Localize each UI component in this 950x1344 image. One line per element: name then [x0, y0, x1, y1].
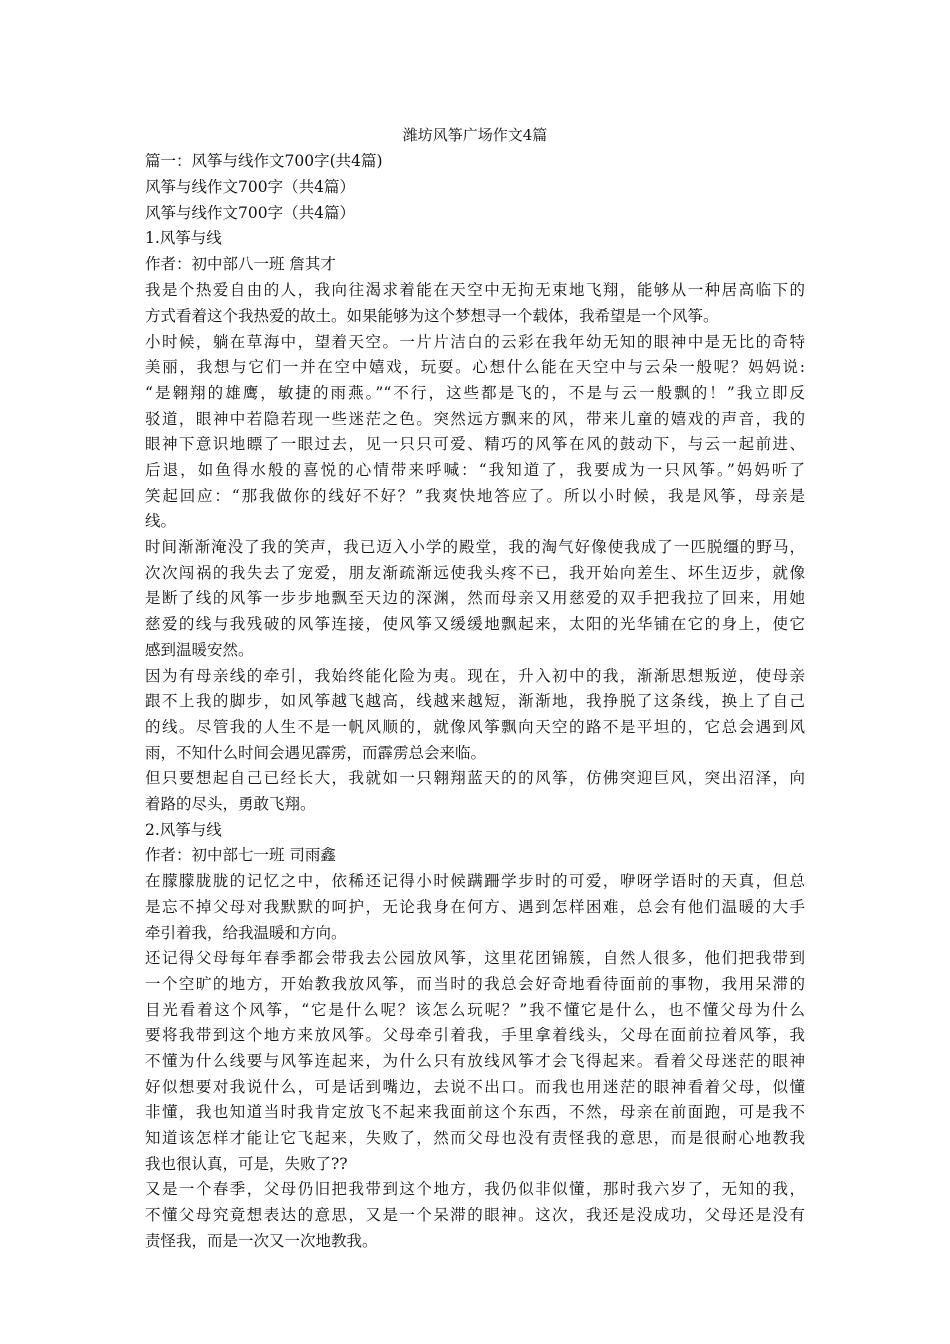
text-line: 一个空旷的地方，开始教我放风筝，而当时的我总会好奇地看待面前的事物，我用呆滞的	[145, 975, 805, 993]
text-line: 但只要想起自己已经长大，我就如一只翱翔蓝天的的风筝，仿佛突迎巨风，突出沼泽，向	[145, 769, 805, 787]
text-line: 线。	[145, 512, 177, 530]
text-line: 不懂父母究竟想表达的意思，又是一个呆滞的眼神。这次，我还是没成功，父母还是没有	[145, 1206, 805, 1224]
document-title: 潍坊风筝广场作文4篇	[402, 126, 548, 144]
text-line: 在朦朦胧胧的记忆之中，依稀还记得小时候蹒跚学步时的可爱，咿呀学语时的天真，但总	[145, 872, 805, 890]
text-line: 跟不上我的脚步，如风筝越飞越高，线越来越短，渐渐地，我挣脱了这条线，换上了自己	[145, 692, 805, 710]
text-line: 美丽，我想与它们一并在空中嬉戏，玩耍。心想什么能在天空中与云朵一般呢？妈妈说:	[145, 358, 805, 376]
text-line: 后退，如鱼得水般的喜悦的心情带来呼喊：“我知道了，我要成为一只风筝。”妈妈听了	[145, 461, 805, 479]
text-line: 是忘不掉父母对我默默的呵护，无论我身在何方、遇到怎样困难，总会有他们温暖的大手	[145, 898, 805, 916]
text-line: 不懂为什么线要与风筝连起来，为什么只有放线风筝才会飞得起来。看着父母迷茫的眼神	[145, 1052, 805, 1070]
text-line: 方式看着这个我热爱的故土。如果能够为这个梦想寻一个载体，我希望是一个风筝。	[145, 307, 719, 325]
text-line: 牵引着我，给我温暖和方向。	[145, 924, 347, 942]
heading-subtitle: 风筝与线作文700字（共4篇）	[145, 178, 355, 196]
text-line: 时间渐渐淹没了我的笑声，我已迈入小学的殿堂，我的淘气好像使我成了一匹脱缰的野马，	[145, 538, 805, 556]
text-line: 我是个热爱自由的人，我向往渴求着能在天空中无拘无束地飞翔，能够从一种居高临下的	[145, 281, 805, 299]
text-line: 责怪我，而是一次又一次地教我。	[145, 1232, 378, 1250]
text-line: 知道该怎样才能让它飞起来，失败了，然而父母也没有责怪我的意思，而是很耐心地教我	[145, 1129, 805, 1147]
text-line: 小时候，躺在草海中，望着天空。一片片洁白的云彩在我年幼无知的眼神中是无比的奇特	[145, 333, 805, 351]
text-line: 慈爱的线与我残破的风筝连接，使风筝又缓缓地飘起来，太阳的光华铺在它的身上，使它	[145, 615, 805, 633]
text-line: 的线。尽管我的人生不是一帆风顺的，就像风筝飘向天空的路不是平坦的，它总会遇到风	[145, 718, 805, 736]
text-line: 又是一个春季，父母仍旧把我带到这个地方，我仍似非似懂，那时我六岁了，无知的我，	[145, 1180, 805, 1198]
text-line: 眼神下意识地瞟了一眼过去，见一只只可爱、精巧的风筝在风的鼓动下，与云一起前进、	[145, 435, 805, 453]
text-line: 因为有母亲线的牵引，我始终能化险为夷。现在，升入初中的我，渐渐思想叛逆，使母亲	[145, 667, 805, 685]
text-line: 驳道，眼神中若隐若现一些迷茫之色。突然远方飘来的风，带来儿童的嬉戏的声音，我的	[145, 410, 805, 428]
text-line: 我也很认真，可是，失败了??	[145, 1155, 348, 1173]
text-line: 好似想要对我说什么，可是话到嘴边，去说不出口。而我也用迷茫的眼神看着父母，似懂	[145, 1078, 805, 1096]
text-line: 笑起回应：“那我做你的线好不好？”我爽快地答应了。所以小时候，我是风筝，母亲是	[145, 487, 805, 505]
text-line: “是翱翔的雄鹰，敏捷的雨燕。”“不行，这些都是飞的，不是与云一般飘的！”我立即反	[145, 384, 805, 402]
text-line: 是断了线的风筝一步步地飘至天边的深渊，然而母亲又用慈爱的双手把我拉了回来，用她	[145, 589, 805, 607]
text-line: 雨，不知什么时间会遇见霹雳，而霹雳总会来临。	[145, 744, 487, 762]
heading-subtitle-repeat: 风筝与线作文700字（共4篇）	[145, 204, 355, 222]
text-line: 着路的尽头，勇敢飞翔。	[145, 795, 316, 813]
essay-2-author: 作者：初中部七一班 司雨鑫	[145, 846, 336, 864]
text-line: 感到温暖安然。	[145, 641, 254, 659]
text-line: 要将我带到这个地方来放风筝。父母牵引着我，手里拿着线头，父母在面前拉着风筝，我	[145, 1026, 805, 1044]
heading-part-one: 篇一：风筝与线作文700字(共4篇)	[145, 152, 383, 170]
text-line: 非懂，我也知道当时我肯定放飞不起来我面前这个东西，不然，母亲在前面跑，可是我不	[145, 1103, 805, 1121]
essay-1-title: 1.风筝与线	[145, 229, 222, 247]
essay-1-author: 作者：初中部八一班 詹其才	[145, 255, 336, 273]
text-line: 目光看着这个风筝，“它是什么呢？该怎么玩呢？”我不懂它是什么，也不懂父母为什么	[145, 1001, 805, 1019]
essay-2-title: 2.风筝与线	[145, 821, 222, 839]
text-line: 还记得父母每年春季都会带我去公园放风筝，这里花团锦簇，自然人很多，他们把我带到	[145, 949, 805, 967]
text-line: 次次闯祸的我失去了宠爱，朋友渐疏渐远使我头疼不已，我开始向差生、坏生迈步，就像	[145, 564, 805, 582]
